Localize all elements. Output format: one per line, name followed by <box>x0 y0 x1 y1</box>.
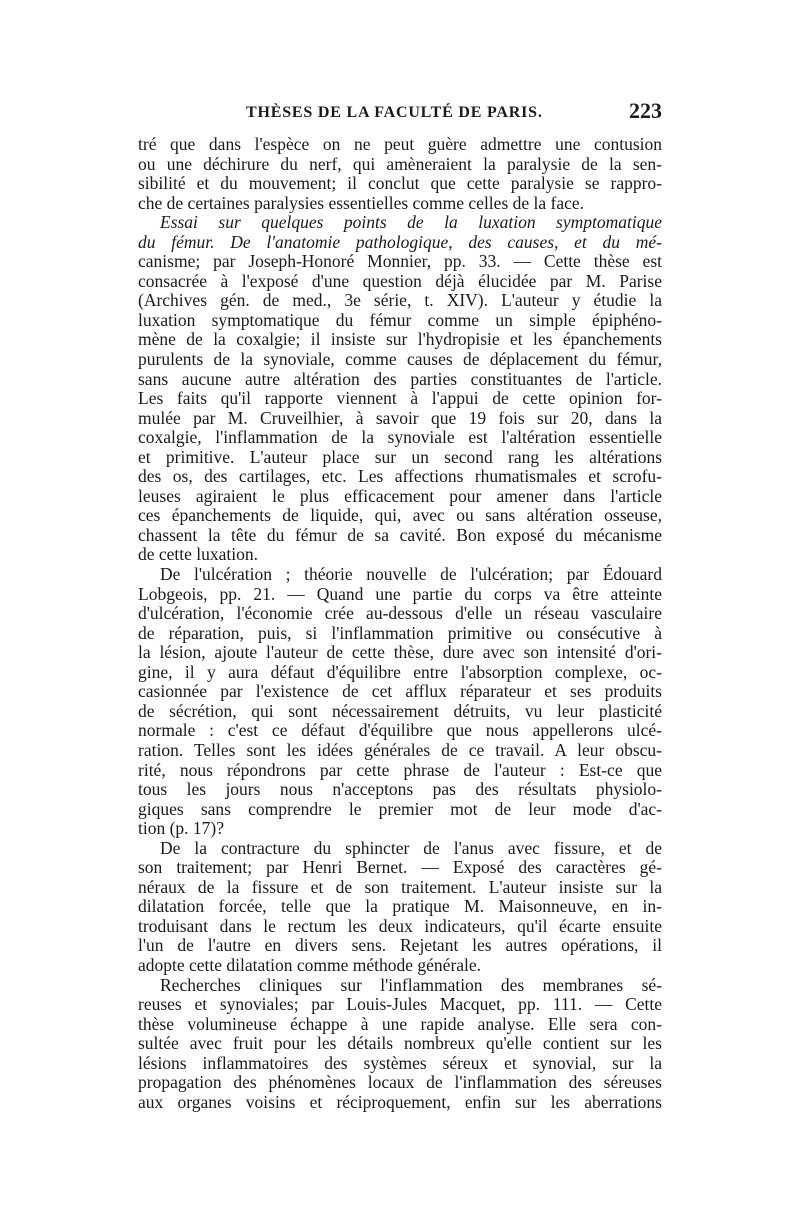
text-line: luxation symptomatique du fémur comme un simple épiphéno- <box>138 309 662 330</box>
text-line: che de certaines paralysies essentielles comme celles de la face. <box>138 192 585 213</box>
text-line: De l'ulcération ; théorie nouvelle de l'ulcération; par Édouard <box>160 564 662 585</box>
page-number: 223 <box>629 98 662 123</box>
text-line: tré que dans l'espèce on ne peut guère admettre une contusion <box>138 134 662 154</box>
text-line: thèse volumineuse échappe à une rapide analyse. Elle sera con- <box>138 1013 662 1034</box>
text-line: Lobgeois, pp. 21. — Quand une partie du corps va être atteinte <box>138 583 662 604</box>
text-line: et primitive. L'auteur place sur un second rang les altérations <box>138 446 662 467</box>
text-line: l'un de l'autre en divers sens. Rejetant les autres opérations, il <box>138 935 662 956</box>
text-line: (Archives gén. de med., 3e série, t. XIV). L'auteur y étudie la <box>138 290 662 311</box>
text-line: tous les jours nous n'acceptons pas des résultats physiolo- <box>138 779 662 800</box>
text-line: adopte cette dilatation comme méthode générale. <box>138 954 482 975</box>
text-line: Recherches cliniques sur l'inflammation des membranes sé- <box>160 974 662 995</box>
text-line: d'ulcération, l'économie crée au-dessous d'elle un réseau vasculaire <box>138 603 662 624</box>
text-line: la lésion, ajoute l'auteur de cette thèse, dure avec son intensité d'ori- <box>138 642 662 663</box>
text-line: leuses agiraient le plus efficacement pour amener dans l'article <box>138 485 662 506</box>
text-line: normale : c'est ce défaut d'équilibre que nous appellerons ulcé- <box>138 720 662 741</box>
body-text <box>138 135 662 1112</box>
text-line: de cette luxation. <box>138 544 259 565</box>
text-line: rité, nous répondrons par cette phrase de l'auteur : Est-ce que <box>138 759 662 780</box>
text-line: néraux de la fissure et de son traitement. L'auteur insiste sur la <box>138 876 662 897</box>
text-line: Essai sur quelques points de la luxation symptomatique <box>160 212 662 233</box>
text-line: propagation des phénomènes locaux de l'inflammation des séreuses <box>138 1072 662 1093</box>
text-line: purulents de la synoviale, comme causes de déplacement du fémur, <box>138 349 662 370</box>
text-line: du fémur. De l'anatomie pathologique, des causes, et du mé- <box>138 231 662 252</box>
text-line: casionnée par l'existence de cet afflux réparateur et ses produits <box>138 681 662 702</box>
text-line: Les faits qu'il rapporte viennent à l'appui de cette opinion for- <box>138 388 662 409</box>
text-line: dilatation forcée, telle que la pratique M. Maisonneuve, en in- <box>138 896 662 917</box>
text-line: des os, des cartilages, etc. Les affections rhumatismales et scrofu- <box>138 466 662 487</box>
text-line: gine, il y aura défaut d'équilibre entre l'absorption complexe, oc- <box>138 661 662 682</box>
running-head <box>138 100 662 130</box>
text-line: de réparation, puis, si l'inflammation primitive ou consécutive à <box>138 622 662 643</box>
text-line: chassent la tête du fémur de sa cavité. Bon exposé du mécanisme <box>138 524 662 545</box>
text-line: lésions inflammatoires des systèmes séreux et synovial, sur la <box>138 1052 662 1073</box>
text-line: mulée par M. Cruveilhier, à savoir que 19 fois sur 20, dans la <box>138 407 662 428</box>
text-line: mène de la coxalgie; il insiste sur l'hydropisie et les épanchements <box>138 329 662 350</box>
text-line: sibilité et du mouvement; il conclut que cette paralysie se rappro- <box>138 173 662 194</box>
text-line: sultée avec fruit pour les détails nombreux qu'elle contient sur les <box>138 1033 662 1054</box>
text-line: aux organes voisins et réciproquement, enfin sur les aberrations <box>138 1091 662 1112</box>
text-line: canisme; par Joseph-Honoré Monnier, pp. 33. — Cette thèse est <box>138 251 662 272</box>
text-line: tion (p. 17)? <box>138 818 225 839</box>
text-line: De la contracture du sphincter de l'anus avec fissure, et de <box>160 837 662 858</box>
text-line: troduisant dans le rectum les deux indicateurs, qu'il écarte ensuite <box>138 915 662 936</box>
text-line: ou une déchirure du nerf, qui amèneraient la paralysie de la sen- <box>138 153 662 174</box>
text-line: consacrée à l'exposé d'une question déjà élucidée par M. Parise <box>138 270 662 291</box>
text-line: ces épanchements de liquide, qui, avec ou sans altération osseuse, <box>138 505 662 526</box>
text-line: giques sans comprendre le premier mot de leur mode d'ac- <box>138 798 662 819</box>
text-line: son traitement; par Henri Bernet. — Exposé des caractères gé- <box>138 857 662 878</box>
text-line: ration. Telles sont les idées générales de ce travail. A leur obscu- <box>138 739 662 760</box>
text-line: sans aucune autre altération des parties constituantes de l'article. <box>138 368 662 389</box>
text-line: de sécrétion, qui sont nécessairement détruits, vu leur plasticité <box>138 700 662 721</box>
running-title: THÈSES DE LA FACULTÉ DE PARIS. <box>246 104 543 121</box>
text-line: reuses et synoviales; par Louis-Jules Macquet, pp. 111. — Cette <box>138 994 662 1015</box>
text-line: coxalgie, l'inflammation de la synoviale est l'altération essentielle <box>138 427 662 448</box>
